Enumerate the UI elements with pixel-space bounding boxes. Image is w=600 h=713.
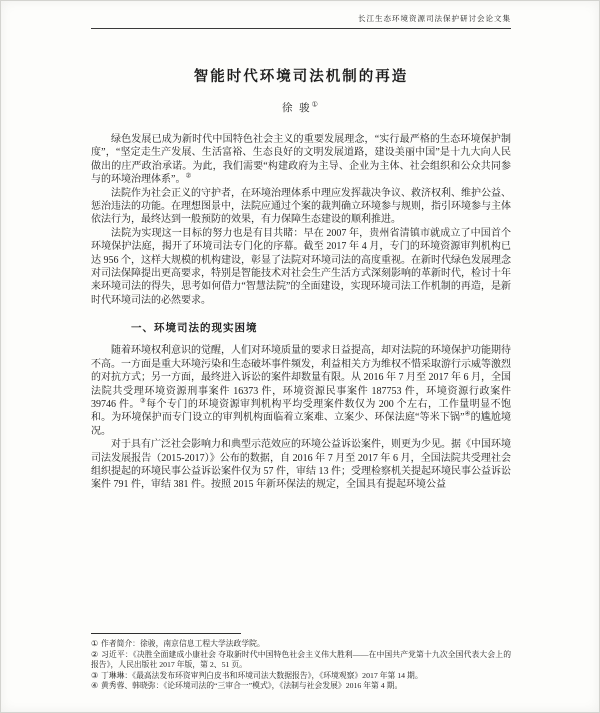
author-note-mark: ① [311,100,320,109]
footnote-mark: ④ [91,681,98,691]
footnote-text: 作者简介：徐骏，南京信息工程大学法政学院。 [101,639,265,649]
footnote-mark: ① [91,639,98,649]
footnote-text: 丁琳琳：《最高法发布环资审判白皮书和环境司法大数据报告》，《环境观察》2017 年第 14 期。 [101,670,423,680]
footnote-text: 黄秀蓉、韩晓弥：《论环境司法的“三审合一”模式》，《法制与社会发展》2016 年第 4 期。 [101,681,403,691]
header-rule [91,28,511,29]
author-line [91,100,511,115]
footnote-item [91,650,511,671]
body-paragraph: 对于具有广泛社会影响力和典型示范效应的环境公益诉讼案件，则更为少见。据《中国环境司法发展报告（2015-2017）》公布的数据，自 2016 年 7 月至 2017 年 6 月，全国法院共受理社会组织提起的环境民事公益诉讼案件仅为 57 件，审结 13 件；受理检察机关提起环境民事公益诉讼案件 791 件，审结 381 件。按照 2015 年新环保法的规定，全国具有提起环境公益 [91,439,511,491]
footnote-ref-mark: ② [185,172,192,180]
body-paragraph: 随着环境权利意识的觉醒，人们对环境质量的要求日益提高，却对法院的环境保护功能期待不高。一方面是重大环境污染和生态破坏事件频发，利益相关方为维权不惜采取游行示威等激烈的对抗方式；另一方面，最终进入诉讼的案件却数量有限。从 2016 年 7 月至 2017 年 6 月，全国法院共受理环境资源刑事案件 16373 件，环境资源民事案件 187753 件，环境资源行政案件 39746 件。③每个专门的环境资源审判机构平均受理案件数仅为 200 个左右，工作量明显不饱和。为环境保护而专门设立的审判机构面临着立案难、立案少、环保法庭“等米下锅”④的尴尬境况。 [91,345,512,437]
section-paragraphs [91,344,511,491]
footnote-item [91,681,511,692]
footnote-mark: ③ [91,670,98,680]
body-paragraph: 法院为实现这一目标的努力也是有目共睹：早在 2007 年，贵州省清镇市就成立了中国首个环境保护法庭，揭开了环境司法专门化的序幕。截至 2017 年 4 月，专门的环境资源审判机构已达 956 个，这样大规模的机构建设，彰显了法院对环境司法的高度重视。在新时代绿色发展理念对司法保障提出更高要求，特别是智能技术对社会生产生活方式深刻影响的革新时代，检讨十年来环境司法的得失，思考如何借力“智慧法院”的全面建设，实现环境司法工作机制的再造，是新时代环境司法的必然要求。 [91,227,511,306]
footnotes-list [91,639,511,692]
author-name: 徐 骏 [282,103,312,114]
footnote-ref-mark: ③ [139,397,147,405]
footnote-item [91,671,511,682]
body-paragraph: 法院作为社会正义的守护者，在环境治理体系中理应发挥裁决争议、救济权利、维护公益、惩治违法的功能。在理想图景中，法院应通过个案的裁判确立环境参与规则，指引环境参与主体依法行为，最终达到一般预防的效果，有力保障生态建设的顺利推进。 [91,187,511,226]
footnote-item [91,639,511,650]
page-header [91,13,511,24]
footnote-block [91,633,511,692]
article-body [91,133,511,492]
footnote-mark: ② [91,649,99,659]
proceedings-title: 长江生态环境资源司法保护研讨会论文集 [358,14,511,23]
footnote-text: 习近平：《决胜全面建成小康社会 夺取新时代中国特色社会主义伟大胜利——在中国共产党第十九次全国代表大会上的报告》，人民出版社 2017 年版，第 2、51 页。 [91,649,511,670]
section-heading: 一、环境司法的现实困境 [131,322,258,335]
article-title: 智能时代环境司法机制的再造 [193,69,409,85]
intro-paragraphs [91,133,511,307]
body-paragraph: 绿色发展已成为新时代中国特色社会主义的重要发展理念，“实行最严格的生态环境保护制度”，“坚定走生产发展、生活富裕、生态良好的文明发展道路，建设美丽中国”是十九大向人民做出的庄严政治承诺。为此，我们需要“构建政府为主导、企业为主体、社会组织和公众共同参与的环境治理体系”。② [91,134,511,186]
footnote-ref-mark: ④ [464,410,471,418]
footnote-separator [91,633,241,634]
